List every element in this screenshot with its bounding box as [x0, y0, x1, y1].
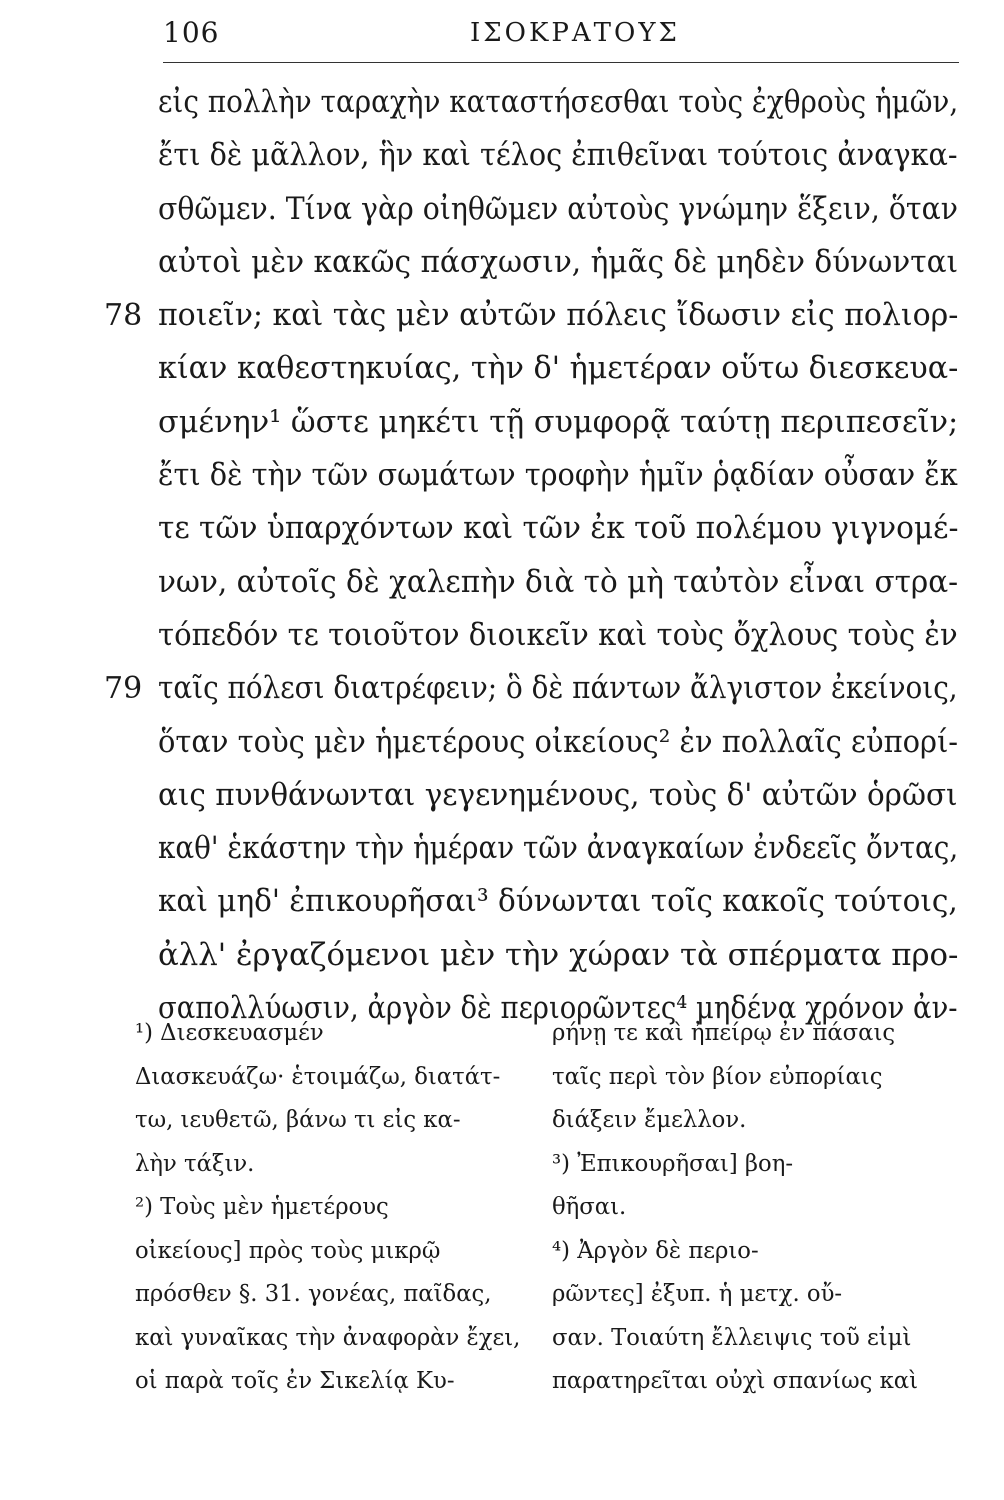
line-text: σμένην¹ ὥστε μηκέτι τῇ συμφορᾷ ταύτῃ περιπεσεῖν;	[158, 403, 959, 440]
footnote-line: οἰκείους] πρὸς τοὺς μικρῷ	[135, 1237, 441, 1264]
line-text: αις πυνθάνωνται γεγενημένους, τοὺς δ' αὐτῶν ὁρῶσι	[158, 776, 958, 813]
footnote-line: παρατηρεῖται οὐχὶ σπανίως καὶ	[552, 1368, 919, 1394]
footnote-line: ¹) Διεσκευασμέν	[135, 1020, 324, 1046]
line-text: αὐτοὶ μὲν κακῶς πάσχωσιν, ἡμᾶς δὲ μηδὲν δύνωνται	[158, 243, 959, 280]
text-line	[0, 662, 1004, 715]
footnote-line: ²) Τοὺς μὲν ἡμετέρους	[135, 1194, 389, 1220]
text-line	[0, 609, 1004, 662]
running-head: ΙΣΟΚΡΑΤΟΥΣ	[470, 18, 680, 48]
text-line	[0, 502, 1004, 555]
line-text: εἰς πολλὴν ταραχὴν καταστήσεσθαι τοὺς ἐχθροὺς ἡμῶν,	[158, 84, 959, 120]
line-text: ποιεῖν; καὶ τὰς μὲν αὐτῶν πόλεις ἴδωσιν εἰς πολιορ-	[158, 297, 959, 334]
header-rule	[163, 62, 959, 63]
section-number: 78	[104, 298, 143, 334]
line-text: καὶ μηδ' ἐπικουρῆσαι³ δύνωνται τοῖς κακοῖς τούτοις,	[158, 883, 958, 920]
line-text: ταῖς πόλεσι διατρέφειν; ὃ δὲ πάντων ἄλγιστον ἐκείνοις,	[158, 670, 958, 707]
line-text: ἀλλ' ἐργαζόμενοι μὲν τὴν χώραν τὰ σπέρματα προ-	[158, 936, 959, 973]
line-text: νων, αὐτοῖς δὲ χαλεπὴν διὰ τὸ μὴ ταὐτὸν εἶναι στρα-	[158, 563, 959, 600]
footnote-line: καὶ γυναῖκας τὴν ἀναφορὰν ἔχει,	[135, 1324, 521, 1351]
text-line	[0, 556, 1004, 609]
footnote-line: διάξειν ἔμελλον.	[552, 1107, 747, 1133]
footnote-line: ρῶντες] ἐξυπ. ἡ μετχ. οὔ-	[552, 1281, 843, 1307]
line-text: ἔτι δὲ μᾶλλον, ἣν καὶ τέλος ἐπιθεῖναι τούτοις ἀναγκα-	[158, 137, 958, 174]
footnote-line: ³) Ἐπικουρῆσαι] βοη-	[552, 1150, 794, 1177]
text-line	[0, 236, 1004, 289]
section-number: 79	[104, 671, 143, 707]
main-text	[0, 76, 1004, 1035]
footnotes-right-column	[552, 1012, 962, 1404]
text-line	[0, 822, 1004, 875]
footnote-line: ρήνῃ τε καὶ ἠπείρῳ ἐν πάσαις	[552, 1020, 896, 1046]
footnotes	[0, 1012, 1004, 1392]
text-line	[0, 289, 1004, 342]
line-text: καθ' ἑκάστην τὴν ἡμέραν τῶν ἀναγκαίων ἐνδεεῖς ὄντας,	[158, 830, 959, 867]
footnote-line: λὴν τάξιν.	[135, 1150, 255, 1177]
footnote-line: σαν. Τοιαύτη ἔλλειψις τοῦ εἰμὶ	[552, 1324, 912, 1351]
line-text: σαπολλύωσιν, ἀργὸν δὲ περιορῶντες⁴ μηδένα χρόνον ἀν-	[158, 990, 958, 1027]
line-text: ὅταν τοὺς μὲν ἡμετέρους οἰκείους² ἐν πολλαῖς εὐπορί-	[158, 723, 959, 760]
footnote-line: θῆσαι.	[552, 1194, 627, 1220]
footnote-line: ταῖς περὶ τὸν βίον εὐπορίαις	[552, 1063, 883, 1090]
line-text: τε τῶν ὑπαρχόντων καὶ τῶν ἐκ τοῦ πολέμου γιγνομέ-	[158, 510, 959, 547]
line-text: ἔτι δὲ τὴν τῶν σωμάτων τροφὴν ἡμῖν ῥᾳδίαν οὖσαν ἔκ	[158, 457, 958, 494]
text-line	[0, 716, 1004, 769]
text-line	[0, 875, 1004, 928]
text-line	[0, 183, 1004, 236]
footnote-line: τω, ιευθετῶ, βάνω τι εἰς κα-	[135, 1107, 461, 1133]
text-line	[0, 929, 1004, 982]
text-line	[0, 396, 1004, 449]
line-text: κίαν καθεστηκυίας, τὴν δ' ἡμετέραν οὕτω διεσκευα-	[158, 350, 959, 387]
footnote-line: ⁴) Ἀργὸν δὲ περιο-	[552, 1237, 759, 1264]
text-line	[0, 76, 1004, 129]
footnote-line: Διασκευάζω· ἑτοιμάζω, διατάτ-	[135, 1063, 501, 1090]
text-line	[0, 342, 1004, 395]
line-text: σθῶμεν. Τίνα γὰρ οἰηθῶμεν αὐτοὺς γνώμην ἕξειν, ὅταν	[158, 190, 958, 227]
footnote-line: οἱ παρὰ τοῖς ἐν Σικελίᾳ Κυ-	[135, 1368, 455, 1394]
text-line	[0, 129, 1004, 182]
footnote-line: πρόσθεν §. 31. γονέας, παῖδας,	[135, 1281, 492, 1307]
line-text: τόπεδόν τε τοιοῦτον διοικεῖν καὶ τοὺς ὄχλους τοὺς ἐν	[158, 616, 958, 653]
text-line	[0, 449, 1004, 502]
page-number: 106	[163, 16, 220, 49]
text-line	[0, 769, 1004, 822]
footnotes-left-column	[135, 1012, 535, 1404]
